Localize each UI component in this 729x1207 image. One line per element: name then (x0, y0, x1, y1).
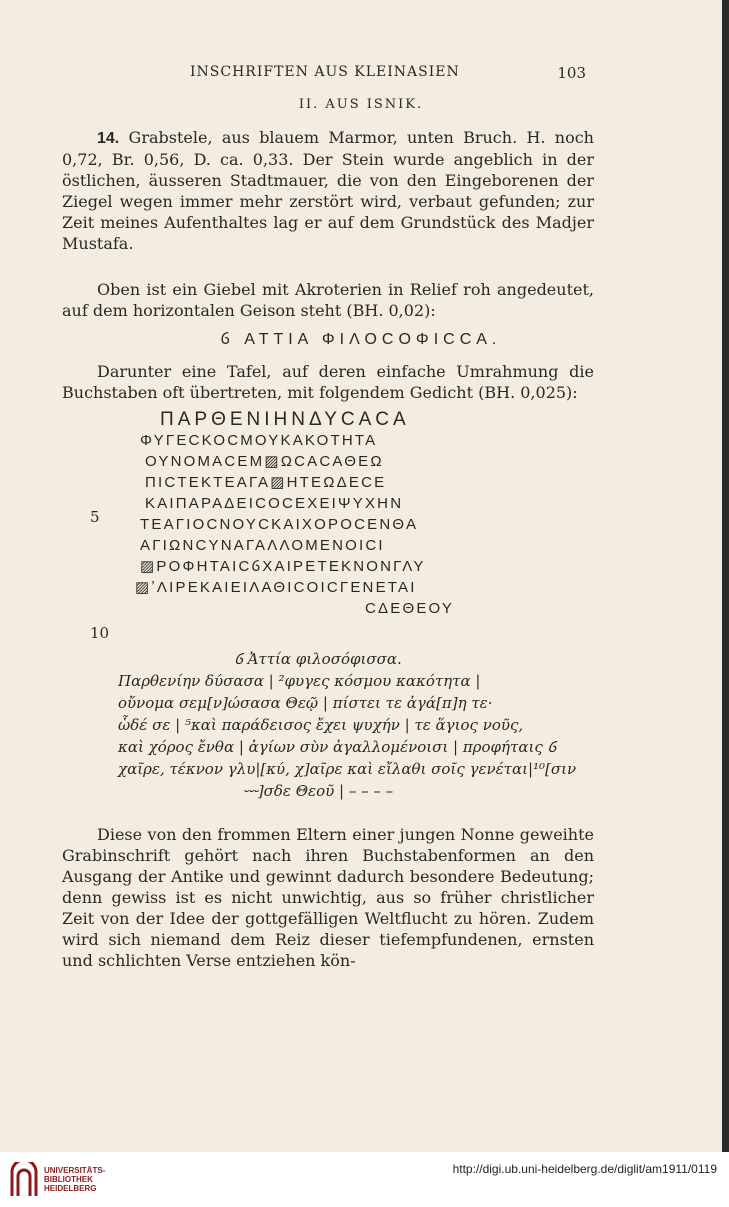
university-library-logo-icon[interactable] (8, 1162, 40, 1198)
uncial-line: ΤΕΑΓΙΟCΝΟΥCΚΑΙΧΟΡΟCΕΝΘΑ (140, 516, 419, 533)
transcription-heading: ⳓ Ἀττία φιλοσόφισσα. (234, 650, 402, 668)
geison-inscription: ⳓ ΑΤΤΙΑ ΦΙΛΟCΟΦΙCCΑ. (220, 331, 502, 348)
transcription-line: Παρθενίην δύσασα | ²φυγες κόσμου κακότητα | (118, 672, 481, 690)
paragraph-description (62, 127, 594, 254)
library-name-line: UNIVERSITÄTS- (44, 1166, 106, 1175)
transcription-line: ὧδέ σε | ⁵καὶ παράδεισος ἔχει ψυχήν | τε ἅγιος νοῦς, (118, 716, 524, 734)
line-number-10: 10 (90, 624, 110, 642)
library-name-line: BIBLIOTHEK (44, 1175, 93, 1184)
footer-bar (0, 1152, 729, 1207)
transcription-line: ⏑⏑⏑]σδε Θεοῦ | – – – – (242, 782, 394, 800)
line-number-5: 5 (90, 508, 100, 526)
uncial-line: ▨ʼΛΙΡΕΚΑΙΕΙΛΑΘΙCΟΙCΓΕΝΕΤΑΙ (135, 579, 417, 596)
section-title: II. AUS ISNIK. (298, 97, 424, 112)
greek-transcription (118, 648, 638, 802)
paragraph-tablet: Darunter eine Tafel, auf deren einfache Umrahmung die Buchstaben oft übertreten, mit folgendem Gedicht (BH. 0,025): (62, 362, 594, 402)
transcription-line: οὔνομα σεμ[ν]ώσασα Θεῷ | πίστει τε ἀγά[π]η τε· (118, 694, 493, 712)
paragraph-relief: Oben ist ein Giebel mit Akroterien in Relief roh angedeutet, auf dem horizontalen Geison steht (BH. 0,02): (62, 280, 594, 320)
transcription-line: καὶ χόρος ἔνθα | ἁγίων σὺν ἀγαλλομένοισι | προφήταις ⳓ (118, 738, 557, 756)
uncial-inscription (135, 409, 555, 619)
uncial-line: ΚΑΙΠΑΡΑΔΕΙCΟCΕΧΕΙΨΥΧΗΝ (145, 495, 404, 512)
uncial-line: ΟΥΝΟΜΑCΕΜ▨ΩCΑCΑΘΕΩ (145, 453, 384, 470)
library-name-line: HEIDELBERG (44, 1184, 97, 1193)
uncial-line: ΑΓΙΩΝCΥΝΑΓΑΛΛΟΜΕΝΟΙCΙ (140, 537, 385, 554)
library-name (44, 1166, 105, 1193)
paragraph-commentary: Diese von den frommen Eltern einer jungen Nonne geweihte Grabinschrift gehört nach ihren Buchstabenformen an den Ausgang der Antike und gewinnt dadurch besondere Bedeutung; denn gewiss ist es nicht unwichtig, aus so früher christlicher Zeit von der Idee der gottgefälligen Weltflucht zu hören. Zudem wird sich niemand dem Reiz dieser tiefempfundenen, ernsten und schlichten Verse entziehen kön- (62, 825, 594, 970)
uncial-line: ΠΑΡΘΕΝΙΗΝΔΥCΑCΑ (160, 409, 410, 430)
uncial-line: ΦΥΓΕCΚΟCΜΟΥΚΑΚΟΤΗΤΑ (140, 432, 378, 449)
paragraph-text: Grabstele, aus blauem Marmor, unten Bruch. H. noch 0,72, Br. 0,56, D. ca. 0,33. Der Stein wurde angeblich in der östlichen, äusseren Stadtmauer, die von den Eingeborenen der Ziegel wegen immer mehr zerstört wird, verbaut gefunden; zur Zeit meines Aufenthaltes lag er auf dem Grundstück des Madjer Mustafa. (62, 128, 594, 253)
uncial-line: ▨ΡΟΦΗΤΑΙCⳓΧΑΙΡΕΤΕΚΝΟΝΓΛΥ (140, 558, 426, 575)
running-title: INSCHRIFTEN AUS KLEINASIEN (190, 64, 460, 80)
uncial-line: CΔΕΘΕΟΥ (365, 600, 455, 617)
page-number: 103 (557, 64, 586, 82)
source-url-link[interactable]: http://digi.ub.uni-heidelberg.de/diglit/am1911/0119 (452, 1162, 717, 1176)
transcription-line: χαῖρε, τέκνον γλυ|[κύ, χ]αῖρε καὶ εἴλαθι σοῖς γενέται|¹⁰[σιν (118, 760, 577, 778)
entry-number: 14. (97, 130, 120, 147)
uncial-line: ΠΙCΤΕΚΤΕΑΓΑ▨ΗΤΕΩΔΕCΕ (145, 474, 387, 491)
